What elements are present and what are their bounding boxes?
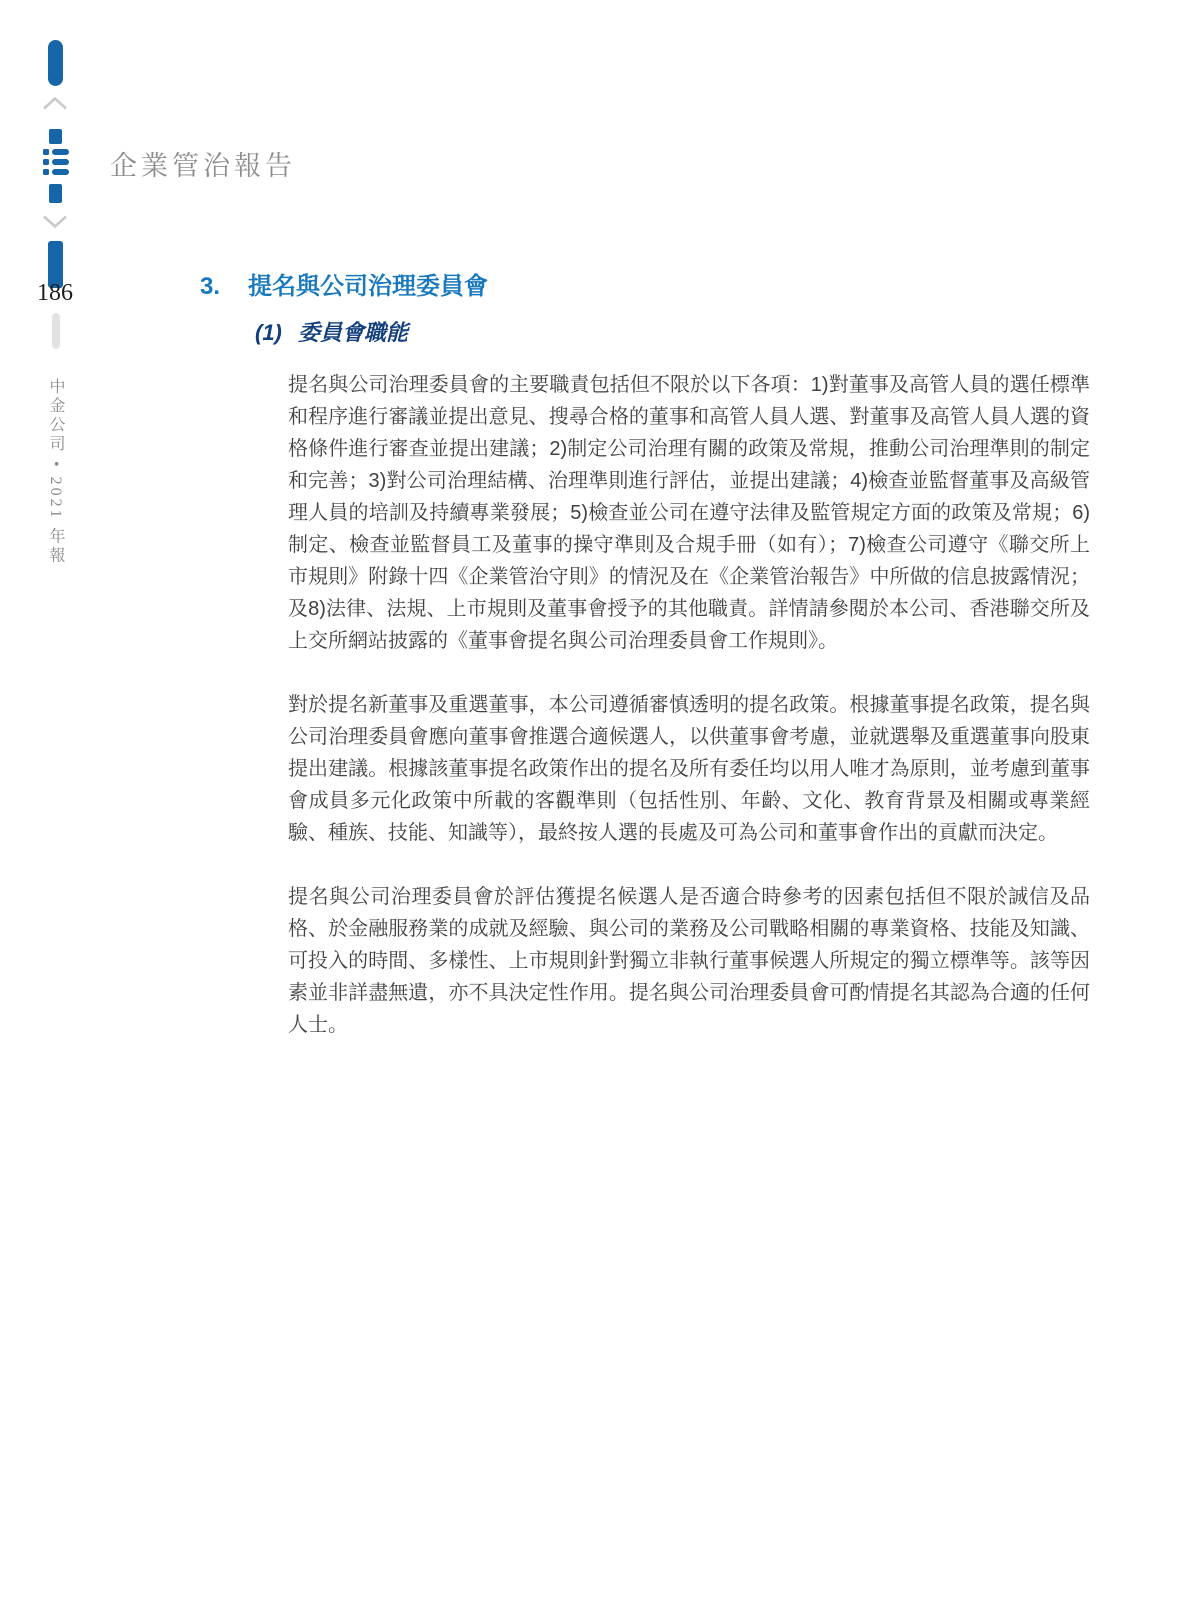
page-number-divider xyxy=(52,313,60,349)
spine-text: 中金公司 • 2021 年報 xyxy=(47,378,64,566)
subsection-title: 委員會職能 xyxy=(298,320,409,345)
subsection-heading xyxy=(200,319,1105,347)
rail-top-bar xyxy=(48,40,63,86)
paragraph: 提名與公司治理委員會於評估獲提名候選人是否適合時參考的因素包括但不限於誠信及品格、於金融服務業的成就及經驗、與公司的業務及公司戰略相關的專業資格、技能及知識、可投入的時間、多樣性、上市規則針對獨立非執行董事候選人所規定的獨立標準等。該等因素並非詳盡無遺，亦不具決定性作用。提名與公司治理委員會可酌情提名其認為合適的任何人士。 xyxy=(288,886,1090,1036)
rail-square-bottom xyxy=(49,184,62,203)
chevron-up-icon[interactable] xyxy=(42,96,68,111)
list-icon-row xyxy=(43,169,70,175)
chevron-down-icon[interactable] xyxy=(42,214,68,229)
section-heading xyxy=(200,272,1105,302)
paragraph: 提名與公司治理委員會的主要職責包括但不限於以下各項：1)對董事及高管人員的選任標準和程序進行審議並提出意見、搜尋合格的董事和高管人員人選、對董事及高管人員人選的資格條件進行審查並提出建議；2)制定公司治理有關的政策及常規，推動公司治理準則的制定和完善；3)對公司治理結構、治理準則進行評估，並提出建議；4)檢查並監督董事及高級管理人員的培訓及持續專業發展；5)檢查並公司在遵守法律及監管規定方面的政策及常規；6)制定、檢查並監督員工及董事的操守準則及合規手冊（如有）；7)檢查公司遵守《聯交所上市規則》附錄十四《企業管治守則》的情況及在《企業管治報告》中所做的信息披露情況；及8)法律、法規、上市規則及董事會授予的其他職責。詳情請參閱於本公司、香港聯交所及上交所網站披露的《董事會提名與公司治理委員會工作規則》。 xyxy=(288,374,1090,652)
paragraph: 對於提名新董事及重選董事，本公司遵循審慎透明的提名政策。根據董事提名政策，提名與公司治理委員會應向董事會推選合適候選人，以供董事會考慮，並就選舉及重選董事向股東提出建議。根據該董事提名政策作出的提名及所有委任均以用人唯才為原則，並考慮到董事會成員多元化政策中所載的客觀準則（包括性別、年齡、文化、教育背景及相關或專業經驗、種族、技能、知識等），最終按人選的長處及可為公司和董事會作出的貢獻而決定。 xyxy=(288,694,1090,844)
chapter-header-title: 企業管治報告 xyxy=(110,151,296,181)
list-icon-row xyxy=(43,159,70,165)
rail-square-top xyxy=(49,129,62,144)
section-number: 3. xyxy=(200,273,221,300)
body-paragraphs xyxy=(288,369,1090,1041)
list-icon-row xyxy=(43,149,70,155)
main-content xyxy=(200,272,1105,1041)
subsection-number: (1) xyxy=(255,320,282,345)
page-number: 186 xyxy=(37,280,73,306)
section-title: 提名與公司治理委員會 xyxy=(248,273,488,300)
list-icon[interactable] xyxy=(43,149,70,179)
